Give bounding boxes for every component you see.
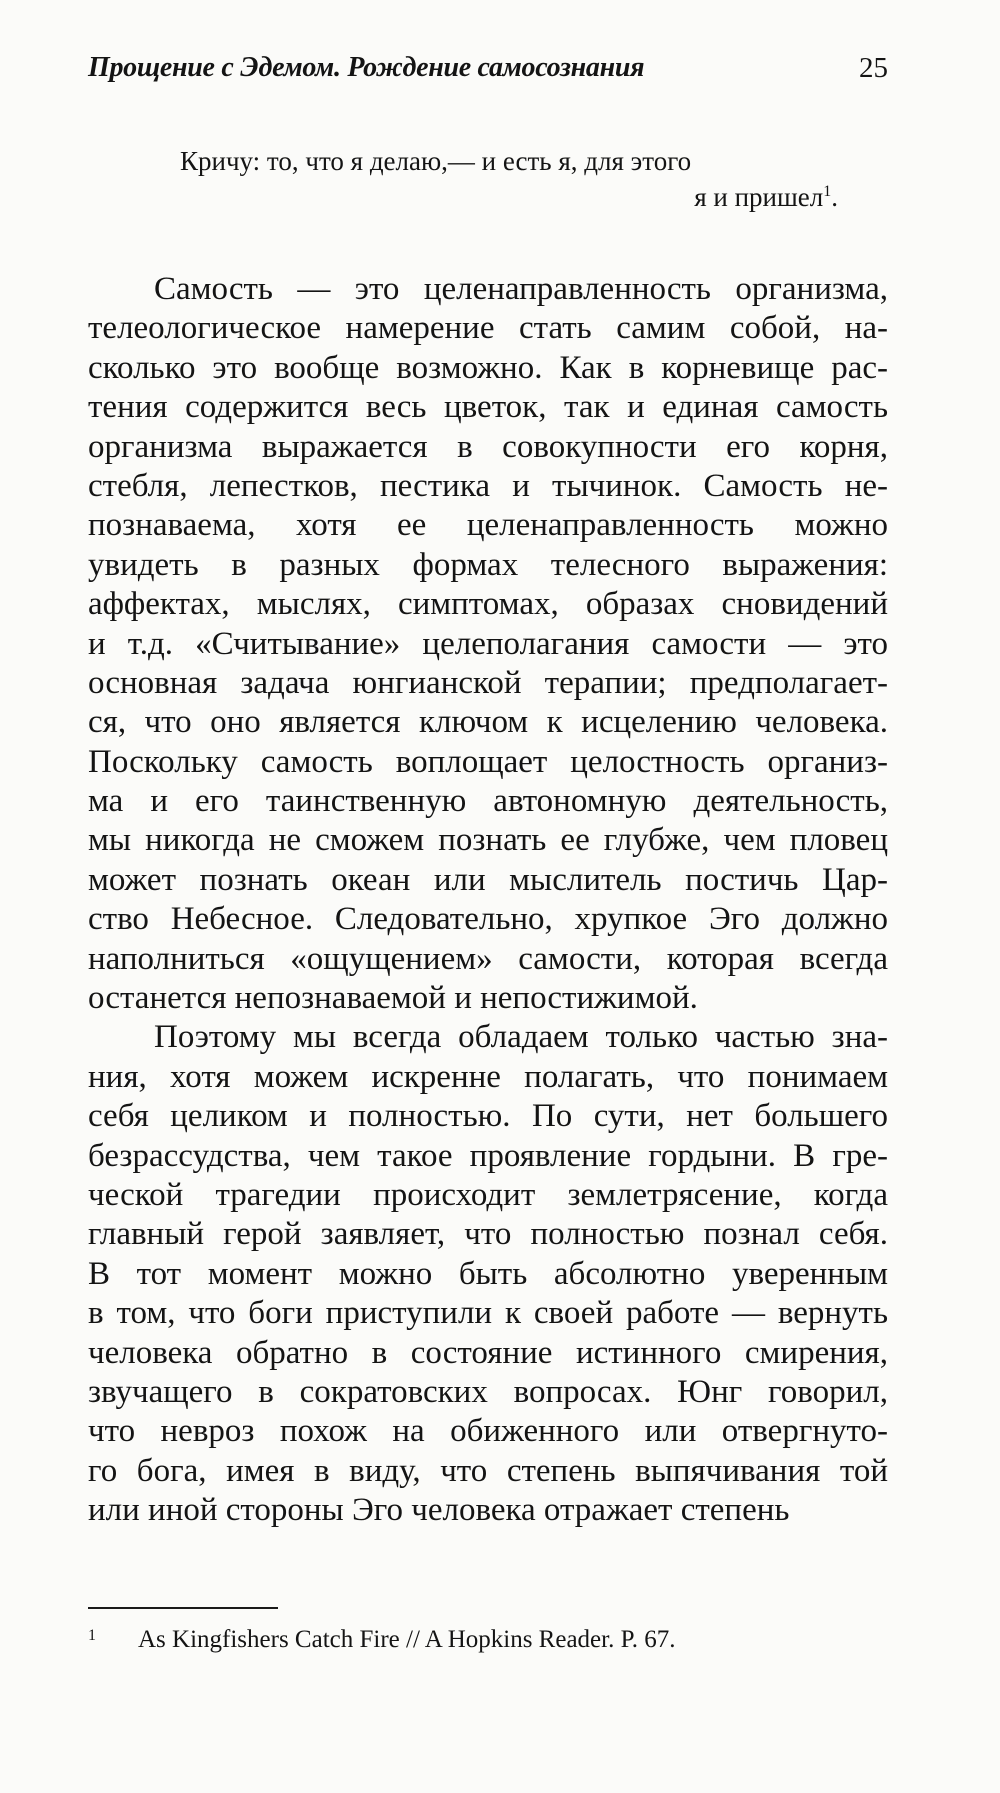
running-title: Прощение с Эдемом. Рождение самосознания [88, 52, 645, 83]
running-head [88, 52, 888, 96]
footnote-reference[interactable]: 1 [823, 183, 832, 200]
text-line: ния, хотя можем искренне полагать, что понимаем [88, 1058, 888, 1095]
text-line: человека обратно в состояние истинного смирения, [88, 1334, 888, 1371]
text-line: Поэтому мы всегда обладаем только частью зна- [154, 1019, 888, 1056]
text-line: Поскольку самость воплощает целостность организ- [88, 743, 888, 780]
text-line: основная задача юнгианской терапии; предполагает- [88, 664, 888, 701]
text-line: ма и его таинственную автономную деятельность, [88, 783, 888, 820]
text-line: и т.д. «Считывание» целеполагания самости — это [88, 625, 888, 662]
epigraph-line-2-end: . [831, 182, 838, 212]
text-line: аффектах, мыслях, симптомах, образах сновидений [88, 586, 888, 623]
text-line: увидеть в разных формах телесного выражения: [88, 546, 888, 583]
text-line: организма выражается в совокупности его корня, [88, 428, 888, 465]
text-line: себя целиком и полностью. По сути, нет большего [88, 1098, 888, 1135]
body-text [88, 270, 888, 1531]
text-line: ческой трагедии происходит землетрясение, когда [88, 1176, 888, 1213]
text-line: стебля, лепестков, пестика и тычинок. Самость не- [88, 467, 888, 504]
epigraph-line-1: Кричу: то, что я делаю,— и есть я, для этого [180, 146, 692, 176]
text-line: Самость — это целенаправленность организма, [154, 271, 888, 307]
text-line: безрассудства, чем такое проявление гордыни. В гре- [88, 1137, 888, 1174]
text-line: или иной стороны Эго человека отражает степень [88, 1492, 790, 1529]
paragraph [88, 1018, 888, 1530]
paragraph [88, 270, 888, 1018]
text-line: в том, что боги приступили к своей работе — вернуть [88, 1295, 888, 1332]
text-line: мы никогда не сможем познать ее глубже, чем пловец [88, 822, 888, 859]
text-line: ство Небесное. Следовательно, хрупкое Эго должно [88, 901, 888, 938]
text-line: сколько это вообще возможно. Как в корневище рас- [88, 349, 888, 386]
text-line: может познать океан или мыслитель постичь Цар- [88, 861, 888, 898]
text-line: главный герой заявляет, что полностью познал себя. [88, 1216, 888, 1253]
text-line: тения содержится весь цветок, так и единая самость [88, 389, 888, 426]
text-line: го бога, имея в виду, что степень выпячивания той [88, 1452, 888, 1489]
text-line: ся, что оно является ключом к исцелению человека. [88, 704, 888, 741]
text-line: наполниться «ощущением» самости, которая всегда [88, 940, 888, 977]
text-line: звучащего в сократовских вопросах. Юнг говорил, [88, 1373, 888, 1410]
text-line: познаваема, хотя ее целенаправленность можно [88, 507, 888, 544]
text-line: телеологическое намерение стать самим собой, на- [88, 310, 888, 347]
footnote-mark: 1 [88, 1627, 96, 1644]
epigraph [180, 143, 840, 215]
epigraph-line-2-text: я и пришел [694, 182, 824, 212]
text-line: В тот момент можно быть абсолютно уверенным [88, 1255, 888, 1292]
footnote-text: As Kingfishers Catch Fire // A Hopkins Reader. P. 67. [138, 1626, 676, 1653]
text-line: останется непознаваемой и непостижимой. [88, 980, 698, 1017]
footnote-divider [88, 1607, 278, 1609]
page-number: 25 [859, 52, 888, 84]
text-line: что невроз похож на обиженного или отвергнуто- [88, 1413, 888, 1450]
epigraph-line-2 [180, 179, 840, 215]
